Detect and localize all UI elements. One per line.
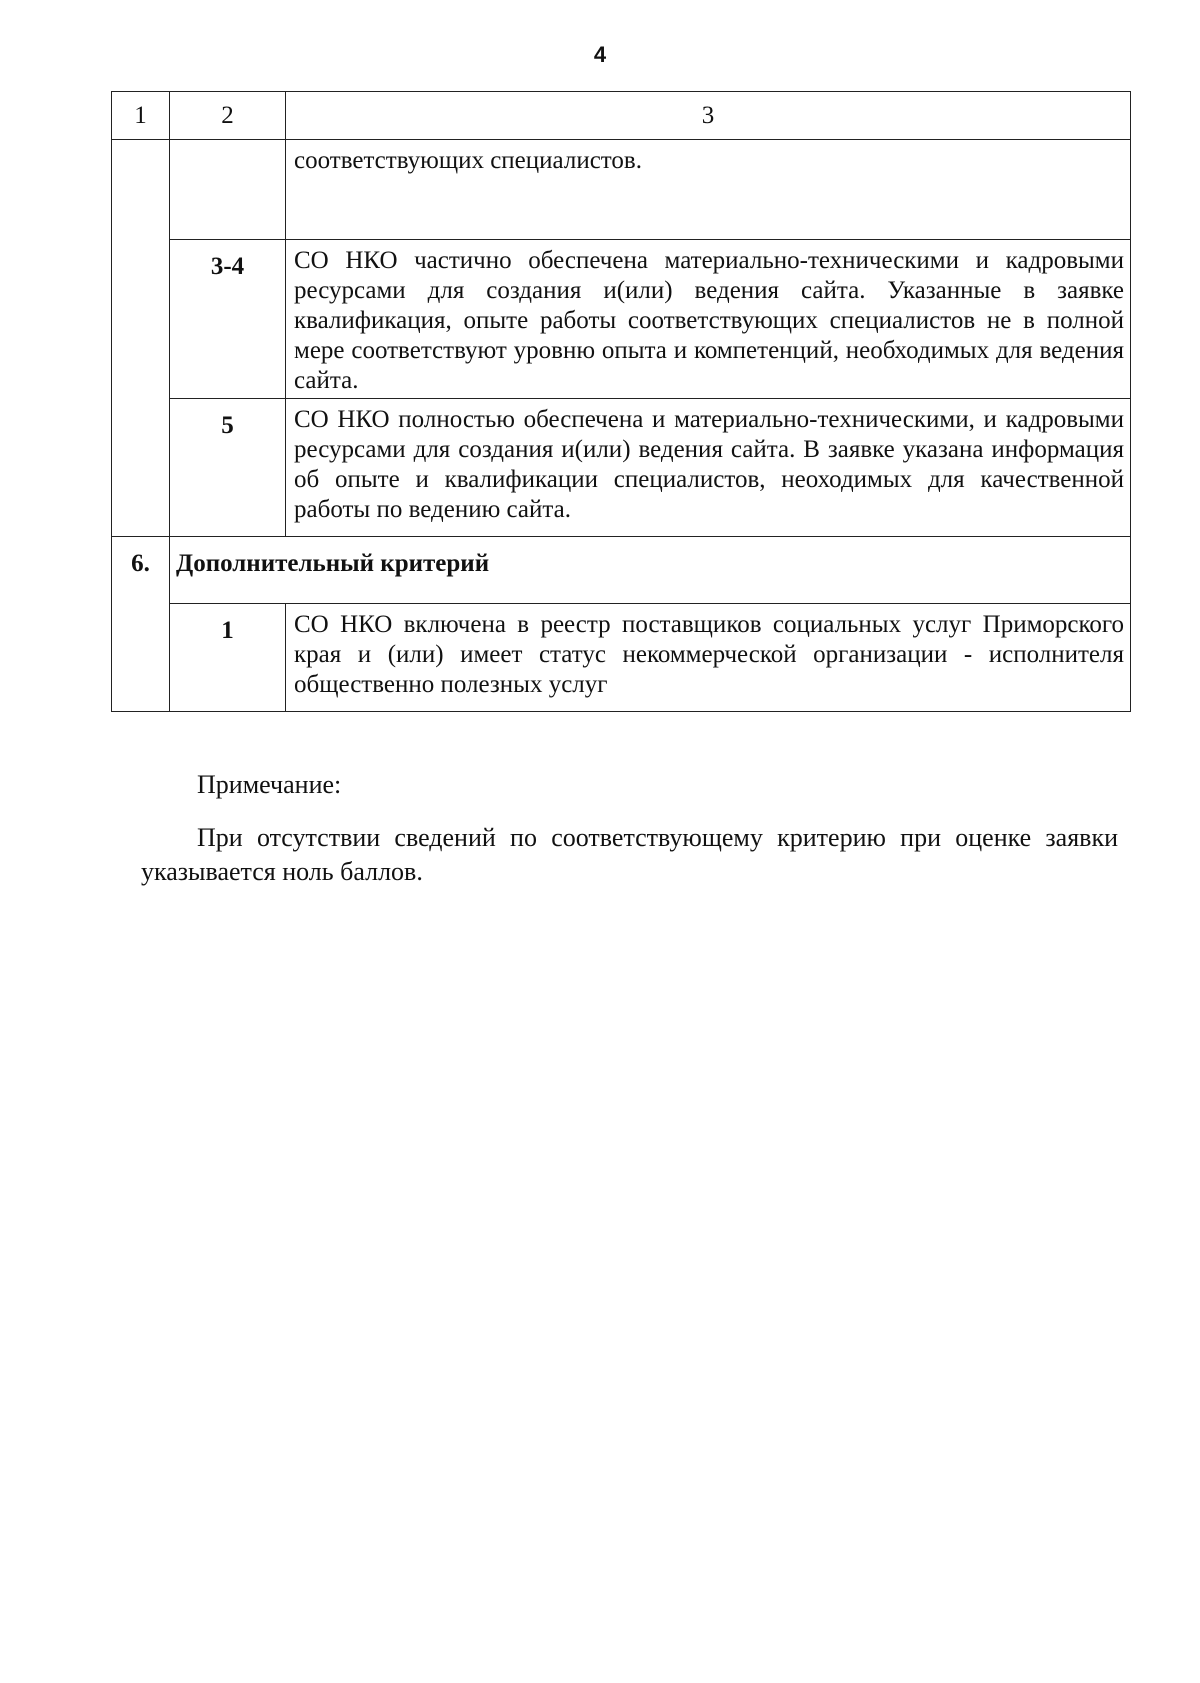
- description-cell: [286, 140, 1131, 240]
- table-row: [112, 399, 1131, 537]
- criterion-title: Дополнительный критерий: [176, 550, 490, 577]
- header-cell-3: 3: [286, 92, 1131, 140]
- score-value: 3-4: [210, 253, 245, 280]
- description-cell: [286, 240, 1131, 399]
- table-row: [112, 240, 1131, 399]
- table-row: [112, 140, 1131, 240]
- criterion-title-cell: [170, 537, 1131, 604]
- description-text: СО НКО частично обеспечена материально-техническими и кадровыми ресурсами для создания и(или) ведения сайта. Указанные в заявке квалификация, опыте работы соответствующих специалистов не в полной мере соответствуют уровню опыта и компетенций, необходимых для ведения сайта.: [294, 247, 1124, 394]
- criterion-number-cell: [112, 537, 170, 712]
- note-label: Примечание:: [197, 770, 342, 799]
- table-row: [112, 604, 1131, 712]
- score-cell: [170, 399, 286, 537]
- note-text: При отсутствии сведений по соответствующему критерию при оценке заявки указывается ноль баллов.: [141, 823, 1118, 886]
- criterion-number: 6.: [131, 550, 150, 577]
- description-cell: [286, 604, 1131, 712]
- score-value: 5: [221, 412, 234, 439]
- table-row: [112, 537, 1131, 604]
- description-cell: [286, 399, 1131, 537]
- score-value: 1: [221, 617, 234, 644]
- header-cell-1: 1: [112, 92, 170, 140]
- criteria-table: [111, 91, 1131, 712]
- header-cell-2: 2: [170, 92, 286, 140]
- description-text: СО НКО включена в реестр поставщиков социальных услуг Приморского края и (или) имеет статус некоммерческой организации - исполнителя общественно полезных услуг: [294, 611, 1124, 698]
- description-text: СО НКО полностью обеспечена и материально-техническими, и кадровыми ресурсами для создания и(или) ведения сайта. В заявке указана информация об опыте и квалификации специалистов, неоходимых для качественной работы по ведению сайта.: [294, 406, 1124, 523]
- continuation-text: соответствующих специалистов.: [294, 147, 642, 174]
- page-number: 4: [593, 42, 607, 67]
- score-cell: [170, 604, 286, 712]
- score-cell: [170, 240, 286, 399]
- criterion-number-cell: [112, 140, 170, 537]
- table-header-row: [112, 92, 1131, 140]
- score-cell: [170, 140, 286, 240]
